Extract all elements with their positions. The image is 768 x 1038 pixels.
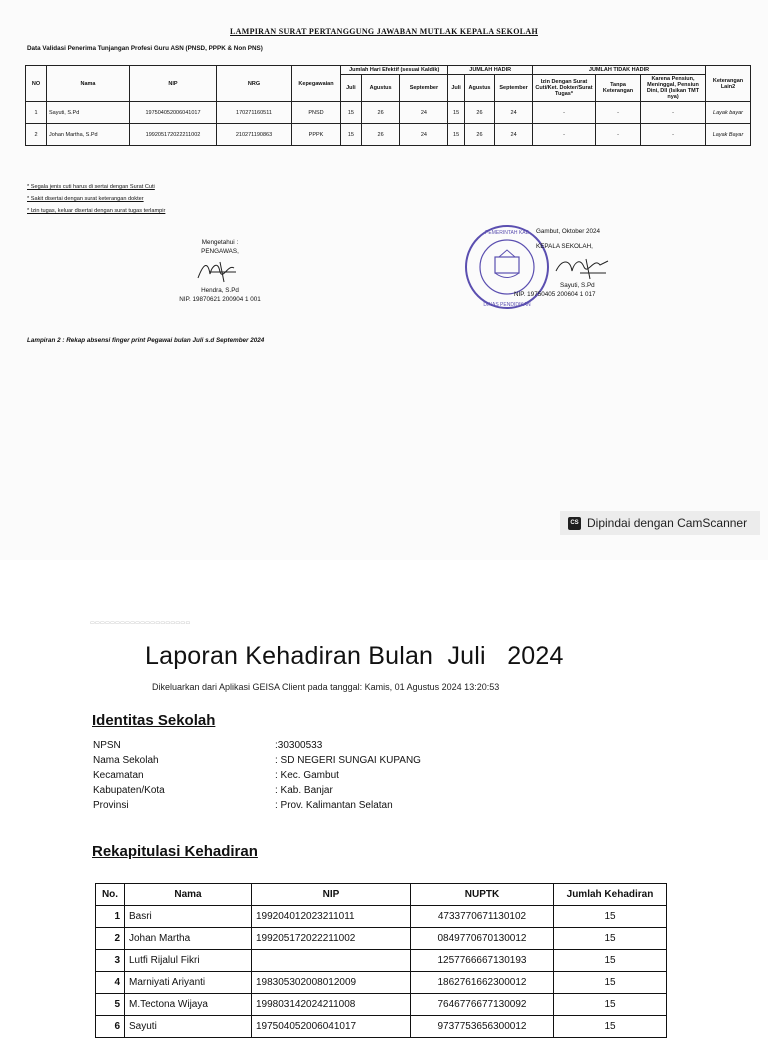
signature-block-kepala-sekolah — [512, 227, 652, 299]
col-nuptk: NUPTK — [411, 884, 554, 906]
rekap-heading: Rekapitulasi Kehadiran — [92, 843, 258, 860]
cell-pensiun: - — [641, 102, 706, 124]
col-ef-september: September — [400, 75, 448, 102]
col-pensiun: Karena Pensiun, Meninggal, Pensiun Dini, Dll (Isikan TMT nya) — [641, 75, 706, 102]
notes — [27, 181, 165, 217]
cell-izin: - — [533, 124, 596, 146]
cell-ef-juli: 15 — [341, 124, 362, 146]
table-row: 3 Lutfi Rijalul Fikri 1257766667130193 15 — [96, 950, 667, 972]
cell-kepegawaian: PPPK — [292, 124, 341, 146]
col-hari-efektif: Jumlah Hari Efektif (sesuai Kaldik) — [341, 66, 448, 75]
col-nrg: NRG — [217, 66, 292, 102]
sig-role: KEPALA SEKOLAH, — [536, 243, 593, 250]
col-h-agustus: Agustus — [464, 75, 494, 102]
page-gap — [0, 560, 768, 610]
col-no: No. — [96, 884, 125, 906]
svg-text:PEMERINTAH KAB: PEMERINTAH KAB — [485, 230, 529, 236]
svg-text:DINAS PENDIDIKAN: DINAS PENDIDIKAN — [483, 302, 531, 308]
cell-h-september: 24 — [495, 124, 533, 146]
list-item: Provinsi : Prov. Kalimantan Selatan — [93, 800, 393, 811]
col-nama: Nama — [47, 66, 130, 102]
table-row: 2 Johan Martha 199205172022211002 0849770670130012 15 — [96, 928, 667, 950]
col-ef-agustus: Agustus — [361, 75, 400, 102]
cell-nrg: 210271190863 — [217, 124, 292, 146]
cell-tanpa: - — [596, 124, 641, 146]
cell-nrg: 170271160511 — [217, 102, 292, 124]
cell-ef-september: 24 — [400, 124, 448, 146]
list-item: NPSN :30300533 — [93, 740, 323, 751]
school-identity-list — [93, 738, 421, 813]
cell-tanpa: - — [596, 102, 641, 124]
cell-nama: Johan Martha, S.Pd — [47, 124, 130, 146]
sig-nip: NIP. 19870621 200904 1 001 — [179, 296, 261, 303]
cell-h-agustus: 26 — [464, 102, 494, 124]
cell-keterangan: Layak bayar — [706, 102, 751, 124]
sig-name: Hendra, S.Pd — [201, 287, 239, 294]
note-item: * Segala jenis cuti harus di sertai dengan Surat Cuti — [27, 184, 155, 190]
cell-no: 1 — [26, 102, 47, 124]
cell-ef-september: 24 — [400, 102, 448, 124]
signature-block-pengawas — [165, 238, 275, 304]
cell-nip: 199205172022211002 — [130, 124, 217, 146]
col-tidak-hadir: JUMLAH TIDAK HADIR — [533, 66, 706, 75]
sig-name: Sayuti, S.Pd — [560, 282, 595, 289]
report-issued-line: Dikeluarkan dari Aplikasi GEISA Client pada tanggal: Kamis, 01 Agustus 2024 13:20:53 — [152, 682, 500, 692]
cell-kepegawaian: PNSD — [292, 102, 341, 124]
table-row — [26, 124, 751, 146]
scanned-page-2 — [0, 610, 768, 1032]
cell-ef-juli: 15 — [341, 102, 362, 124]
col-ef-juli: Juli — [341, 75, 362, 102]
note-item: * Izin tugas, keluar disertai dengan surat tugas terlampir — [27, 208, 166, 214]
col-h-september: September — [495, 75, 533, 102]
table-row: 6 Sayuti 197504052006041017 9737753656300012 15 — [96, 1016, 667, 1038]
handwritten-signature-icon — [190, 258, 250, 284]
col-nip: NIP — [252, 884, 411, 906]
handwritten-signature-icon — [550, 253, 620, 281]
table-row: 5 M.Tectona Wijaya 199803142024211008 7646776677130092 15 — [96, 994, 667, 1016]
col-nama: Nama — [125, 884, 252, 906]
list-item: Kecamatan : Kec. Gambut — [93, 770, 339, 781]
col-h-juli: Juli — [448, 75, 464, 102]
col-no: NO — [26, 66, 47, 102]
cell-nama: Sayuti, S.Pd — [47, 102, 130, 124]
report-title: Laporan Kehadiran Bulan Juli 2024 — [145, 642, 564, 670]
camscanner-logo-icon: CS — [568, 517, 581, 530]
table-row: 4 Marniyati Ariyanti 198305302008012009 1862761662300012 15 — [96, 972, 667, 994]
col-kepegawaian: Kepegawaian — [292, 66, 341, 102]
col-keterangan: Keterangan Lain2 — [706, 66, 751, 102]
cell-no: 2 — [26, 124, 47, 146]
identitas-heading: Identitas Sekolah — [92, 712, 216, 729]
sig-role: PENGAWAS, — [201, 248, 239, 255]
table-row: 1 Basri 199204012023211011 4733770671130102 15 — [96, 906, 667, 928]
col-hadir: JUMLAH HADIR — [448, 66, 533, 75]
document-subtitle: Data Validasi Penerima Tunjangan Profesi Guru ASN (PNSD, PPPK & Non PNS) — [27, 45, 263, 52]
col-jumlah: Jumlah Kehadiran — [554, 884, 667, 906]
attendance-table — [95, 883, 667, 1038]
col-tanpa: Tanpa Keterangan — [596, 75, 641, 102]
document-title: LAMPIRAN SURAT PERTANGGUNG JAWABAN MUTLAK KEPALA SEKOLAH — [230, 27, 538, 36]
table-row — [26, 102, 751, 124]
list-item: Kabupaten/Kota : Kab. Banjar — [93, 785, 333, 796]
camscanner-badge — [560, 511, 760, 535]
cell-izin: - — [533, 102, 596, 124]
col-nip: NIP — [130, 66, 217, 102]
cell-keterangan: Layak Bayar — [706, 124, 751, 146]
cell-h-juli: 15 — [448, 102, 464, 124]
note-item: * Sakit disertai dengan surat keterangan dokter — [27, 196, 144, 202]
cell-h-september: 24 — [495, 102, 533, 124]
attachment-caption: Lampiran 2 : Rekap absensi finger print Pegawai bulan Juli s.d September 2024 — [27, 337, 265, 344]
cell-pensiun: - — [641, 124, 706, 146]
sig-place-date: Gambut, Oktober 2024 — [536, 228, 601, 235]
sig-label: Mengetahui : — [201, 239, 239, 246]
faded-header-icon: ▭▭▭▭▭▭▭▭▭▭▭▭▭▭▭▭▭▭▭▭ — [90, 620, 191, 626]
list-item: Nama Sekolah : SD NEGERI SUNGAI KUPANG — [93, 755, 421, 766]
cell-ef-agustus: 26 — [361, 102, 400, 124]
cell-h-agustus: 26 — [464, 124, 494, 146]
sig-nip: NIP. 19750405 200604 1 017 — [514, 291, 596, 298]
cell-h-juli: 15 — [448, 124, 464, 146]
cell-nip: 197504052006041017 — [130, 102, 217, 124]
validation-table — [25, 65, 751, 146]
cell-ef-agustus: 26 — [361, 124, 400, 146]
camscanner-label: Dipindai dengan CamScanner — [587, 516, 748, 530]
col-izin: Izin Dengan Surat Cuti/Ket. Dokter/Surat Tugas* — [533, 75, 596, 102]
